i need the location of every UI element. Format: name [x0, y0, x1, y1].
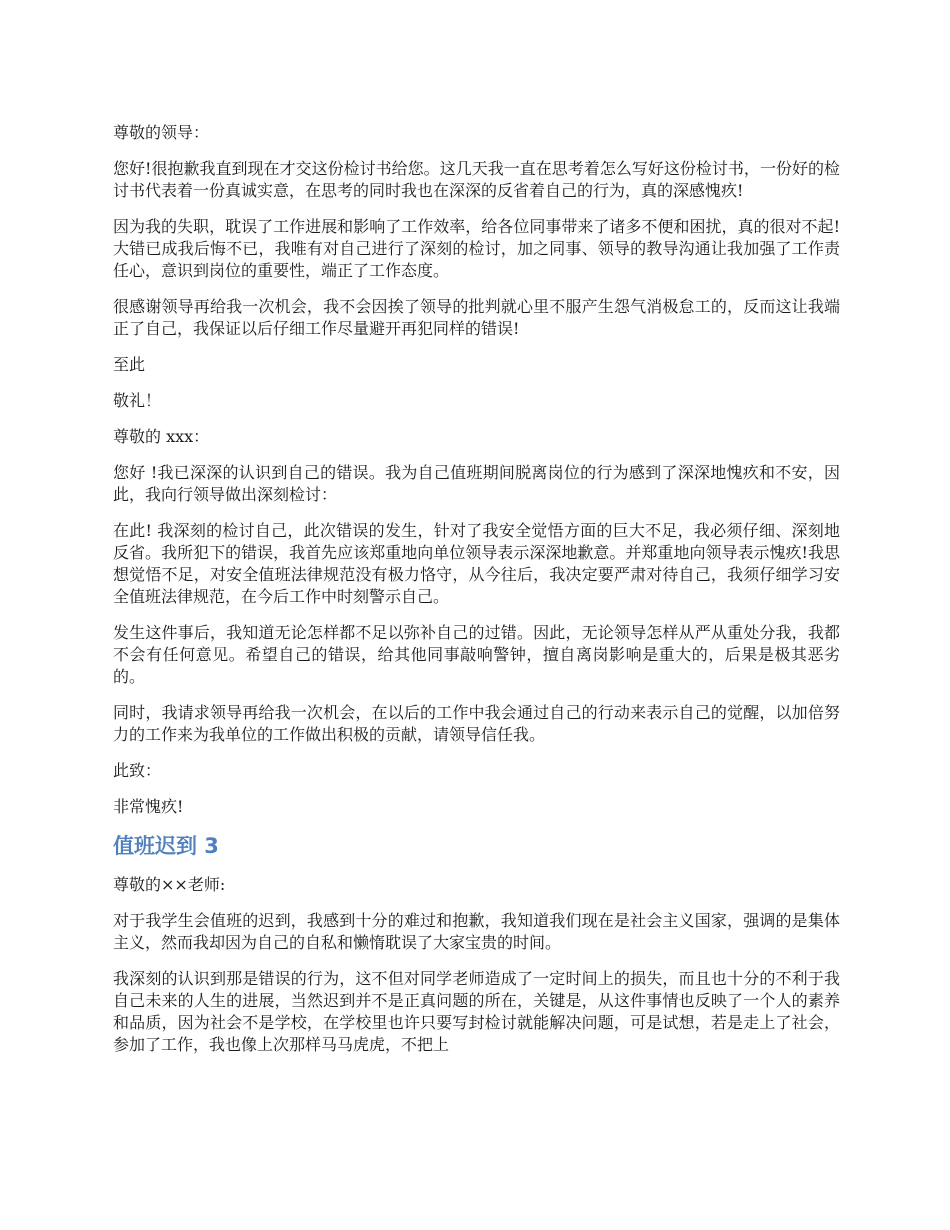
- paragraph: 很感谢领导再给我一次机会，我不会因挨了领导的批判就心里不服产生怨气消极怠工的，反而这让我端正了自己，我保证以后仔细工作尽量避开再犯同样的错误!: [113, 297, 840, 338]
- closing-line: 敬礼！: [113, 391, 162, 410]
- salutation: 尊敬的领导：: [113, 123, 210, 142]
- section-heading: 值班迟到 3: [113, 834, 219, 858]
- paragraph: 因为我的失职，耽误了工作进展和影响了工作效率，给各位同事带来了诸多不便和困扰，真的很对不起!大错已成我后悔不已，我唯有对自己进行了深刻的检讨，加之同事、领导的教导沟通让我加强了工作责任心，意识到岗位的重要性，端正了工作态度。: [113, 217, 840, 280]
- paragraph: 发生这件事后，我知道无论怎样都不足以弥补自己的过错。因此，无论领导怎样从严从重处分我，我都不会有任何意见。希望自己的错误，给其他同事敲响警钟，擅自离岗影响是重大的，后果是极其恶劣的。: [113, 623, 840, 686]
- paragraph: 对于我学生会值班的迟到，我感到十分的难过和抱歉，我知道我们现在是社会主义国家，强调的是集体主义，然而我却因为自己的自私和懒惰耽误了大家宝贵的时间。: [113, 911, 840, 952]
- paragraph: 您好!很抱歉我直到现在才交这份检讨书给您。这几天我一直在思考着怎么写好这份检讨书，一份好的检讨书代表着一份真诚实意，在思考的同时我也在深深的反省着自己的行为，真的深感愧疚!: [113, 159, 840, 200]
- paragraph: 在此! 我深刻的检讨自己，此次错误的发生，针对了我安全觉悟方面的巨大不足，我必须仔细、深刻地反省。我所犯下的错误，我首先应该郑重地向单位领导表示深深地歉意。并郑重地向领导表示愧疚!我思想觉悟不足，对安全值班法律规范没有极力恪守，从今往后，我决定要严肃对待自己，我须仔细学习安全值班法律规范，在今后工作中时刻警示自己。: [113, 521, 840, 606]
- closing-line: 此致：: [113, 761, 162, 780]
- paragraph: 我深刻的认识到那是错误的行为，这不但对同学老师造成了一定时间上的损失，而且也十分的不利于我自己未来的人生的进展，当然迟到并不是正真问题的所在，关键是，从这件事情也反映了一个人的素养和品质，因为社会不是学校，在学校里也许只要写封检讨就能解决问题，可是试想，若是走上了社会，参加了工作，我也像上次那样马马虎虎，不把上: [113, 969, 840, 1054]
- paragraph: 同时，我请求领导再给我一次机会，在以后的工作中我会通过自己的行动来表示自己的觉醒，以加倍努力的工作来为我单位的工作做出积极的贡献，请领导信任我。: [113, 703, 840, 744]
- salutation: 尊敬的 xxx：: [113, 427, 210, 446]
- closing-line: 至此: [113, 355, 146, 374]
- paragraph: 您好 !我已深深的认识到自己的错误。我为自己值班期间脱离岗位的行为感到了深深地愧疚和不安，因此，我向行领导做出深刻检讨：: [113, 463, 840, 504]
- closing-line: 非常愧疚!: [113, 797, 184, 816]
- salutation: 尊敬的××老师:: [113, 875, 226, 894]
- document-body: [113, 122, 840, 1070]
